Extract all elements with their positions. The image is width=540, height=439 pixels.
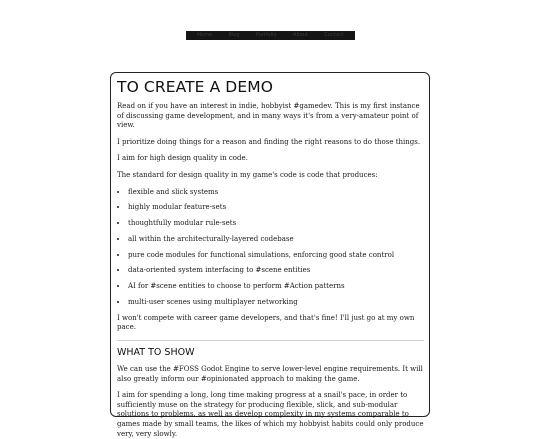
nav-link-contact[interactable]: Contact [324, 32, 344, 38]
list-item: • pure code modules for functional simulations, enforcing good state control [128, 251, 424, 261]
list-item: • data-oriented system interfacing to #scene entities [128, 266, 424, 276]
article-title: TO CREATE A DEMO [117, 78, 274, 96]
standard-paragraph: The standard for design quality in my game's code is code that produces: [117, 170, 378, 179]
priorities-paragraph: I prioritize doing things for a reason and finding the right reasons to do those things. [117, 137, 421, 146]
article-card [110, 72, 430, 438]
slow-progress-paragraph: I aim for spending a long, long time making progress at a snail's pace, in order to sufficiently muse on the strategy for producing flexible, slick, and sub-modular solutions to problems, as well as develop complexity in my systems comparable to games made by small teams, the likes of which my hobbyist habits could only produce very, very slowly. [117, 391, 424, 438]
section-heading: WHAT TO SHOW [117, 347, 195, 358]
godot-paragraph: We can use the #FOSS Godot Engine to serve lower-level engine requirements. It will also greatly inform our #opinionated approach to making the game. [117, 365, 423, 383]
top-navigation-bar [186, 31, 355, 40]
list-item: • AI for #scene entities to choose to perform #Action patterns [128, 282, 424, 292]
compete-paragraph: I won't compete with career game developers, and that's fine! I'll just go at my own pace. [117, 313, 415, 332]
list-item: • multi-user scenes using multiplayer networking [128, 298, 424, 308]
list-item: • highly modular feature-sets [128, 203, 424, 213]
nav-link-portfolio[interactable]: Portfolio [256, 32, 277, 38]
nav-link-home[interactable]: Home [197, 32, 212, 38]
list-item: • thoughtfully modular rule-sets [128, 219, 424, 229]
list-item: • flexible and slick systems [128, 188, 424, 198]
intro-paragraph: Read on if you have an interest in indie, hobbyist #gamedev. This is my first instance of discussing game development, and in many ways it's from a very-amateur point of view. [117, 102, 420, 130]
section-divider [117, 340, 424, 341]
aim-paragraph: I aim for high design quality in code. [117, 154, 248, 163]
nav-link-blog[interactable]: Blog [228, 32, 240, 38]
design-quality-list [117, 188, 424, 308]
nav-link-about[interactable]: About [293, 32, 308, 38]
list-item: • all within the architecturally-layered codebase [128, 235, 424, 245]
